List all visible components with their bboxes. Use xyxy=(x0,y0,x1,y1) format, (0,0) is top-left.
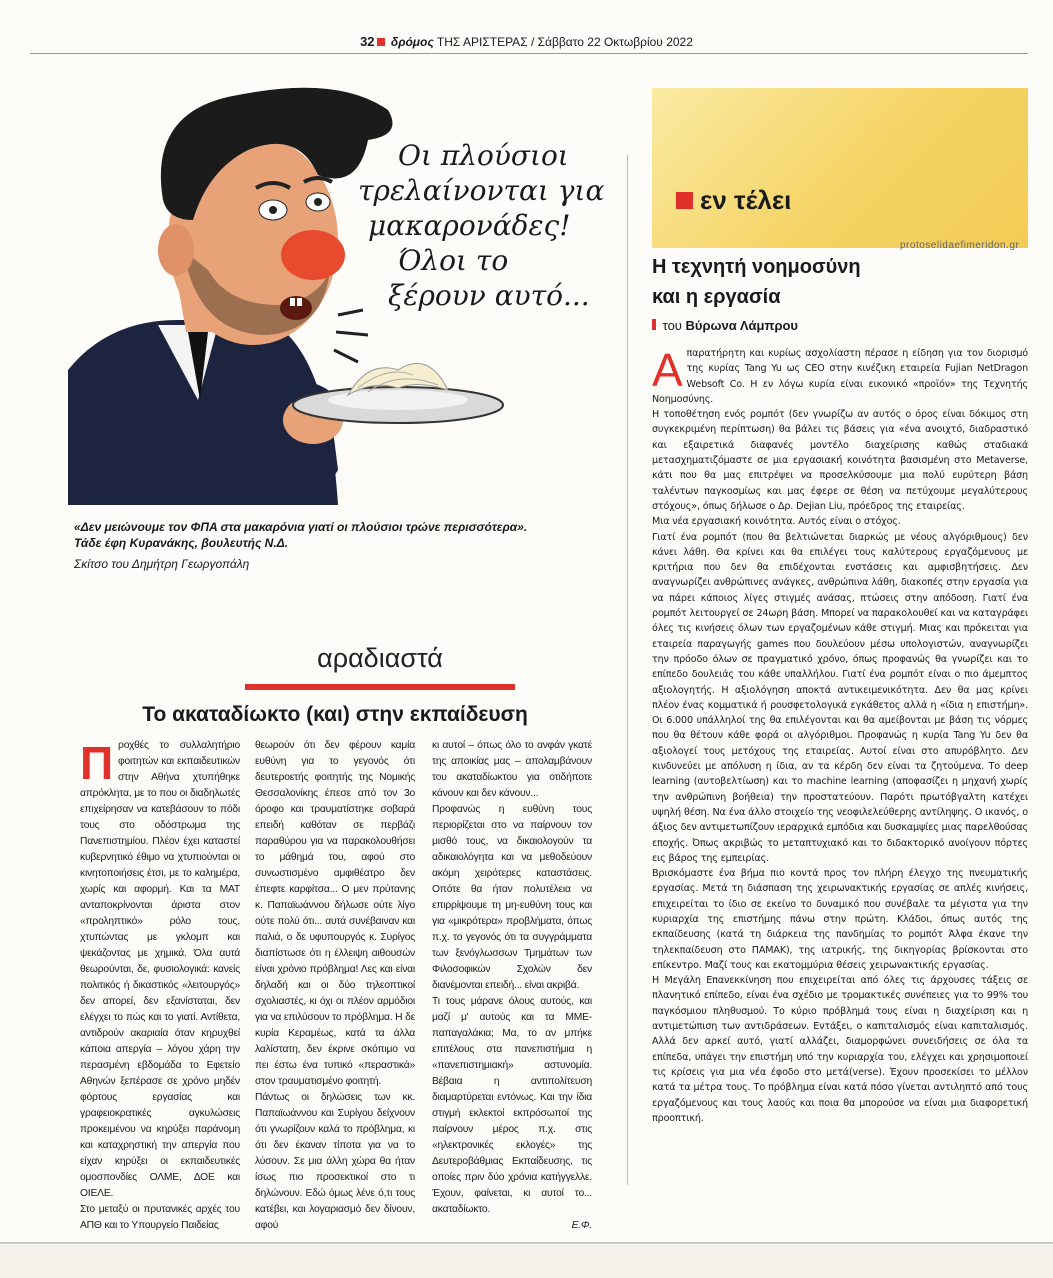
title-line-1: Η τεχνητή νοημοσύνη xyxy=(652,256,861,278)
title-line-2: και η εργασία xyxy=(652,286,781,308)
page-number: 32 xyxy=(360,34,375,49)
aradiasta-column-3 xyxy=(432,738,592,1234)
cartoon-caption xyxy=(74,519,614,572)
caption-attribution: Τάδε έφη Κυρανάκης, βουλευτής Ν.Δ. xyxy=(74,536,289,550)
cartoon-illustration xyxy=(68,70,608,505)
speech-line-2: τρελαίνονται για xyxy=(358,174,605,207)
watermark: protoselidaefimeridon.gr xyxy=(900,240,1020,251)
paragraph: ροχθές το συλλαλητήριο φοιτητών και εκπαιδευτικών στην Αθήνα χτυπήθηκε απρόκλητα, με το που οι διαδηλωτές επιχείρησαν να κατεβάσουν το πόδι τους στο οδόστρωμα της Πανεπιστημίου. Πλέον έχει καταστεί κυβερνητικό έθιμο να χτυπιούνται οι κινητοποιήσεις έτσι, με το καλημέρα, χωρίς και αφορμή. Και τα ΜΑΤ ανταποκρίνονται άριστα στον «προληπτικό» ρόλο τους, χτυπώντας με γκλομπ και ψεκάζοντας με χημικά. Όλα αυτά θεωρούνται, δε, φυσιολογικά: κανείς πολιτικός ή δικαστικός «λειτουργός» δεν απορεί, δεν εξανίσταται, δεν ελέγχει το πώς και το γιατί. Αντίθετα, αντιδρούν ακαριαία όταν κηρυχθεί κάποια απεργία – λόγου χάρη την περασμένη εβδομάδα το Εφετείο Αθηνών ξεπέρασε σε χρόνο μηδέν φόρτους εργασίας και γραφειοκρατικές αγκυλώσεις προκειμένου να κηρύξει παράνομη και καταχρηστική την απεργία που είχαν κηρύξει οι εκπαιδευτικές ομοσπονδίες ΟΛΜΕ, ΔΟΕ και ΟΙΕΛΕ. xyxy=(80,740,240,1199)
aradiasta-title: Το ακαταδίωκτο (και) στην εκπαίδευση xyxy=(142,703,528,726)
paragraph: Στο μεταξύ οι πρυτανικές αρχές του ΑΠΘ και το Υπουργείο Παιδείας xyxy=(80,1204,240,1231)
paragraph: Βρισκόμαστε ένα βήμα πιο κοντά προς τον πλήρη έλεγχο της πνευματικής εργασίας. Μετά τη διάσπαση της χειρωνακτικής εργασίας σε απλές κινήσεις, επιχειρείται το ίδιο σε εκείνο το δυναμικό που συνέβαλε τα μέγιστα για την κυριαρχία της επιστήμης πάνω στην πρώτη. Κλάδοι, όπως αυτός της εκπαίδευσης (κατά τη διάρκεια της πανδημίας το ρομπότ Άλφα έκανε την τηλεκπαίδευση στο ΠΑΜΑΚ), της ιατρικής, της δικηγορίας βρίσκονται στο επίκεντρο. Μαζί τους και εκατομμύρια θέσεις χειρωνακτικής εργασίας. xyxy=(652,868,1028,971)
page-edge xyxy=(0,1245,1053,1278)
red-square-icon xyxy=(377,38,385,46)
speech-line-1: Οι πλούσιοι xyxy=(398,139,569,172)
caption-quote: «Δεν μειώνουμε τον ΦΠΑ στα μακαρόνια γιατί οι πλούσιοι τρώνε περισσότερα». xyxy=(74,520,528,534)
dropcap: Α xyxy=(652,344,683,396)
paragraph: Τι τους μάρανε όλους αυτούς, και μαζί μ' αυτούς και τα ΜΜΕ-παπαγαλάκια; Μα, το αν μπήκε επιτέλους στα πανεπιστήμια η «πανεπιστημιακή» αστυνομία. Βέβαια η αντιπολίτευση διαμαρτύρεται εντόνως. Και την ίδια στιγμή εκλεκτοί εκπρόσωποί της παίρνουν μέρος π.χ. στις «ηλεκτρονικές εκλογές» της Δευτεροβάθμιας Εκπαίδευσης, τις οποίες πριν δύο χρόνια κατήγγελλε. Έχουν, φαίνεται, κι αυτοί το... ακαταδίωκτο. xyxy=(432,996,592,1215)
paragraph: παρατήρητη και κυρίως ασχολίαστη πέρασε η είδηση για τον διορισμό της κυρίας Tang Yu ως CEO στην κινέζικη εταιρεία Fujian NetDragon Websoft Co. Η εν λόγω κυρία είναι εικονικό «προϊόν» της Τεχνητής Νοημοσύνης. xyxy=(652,348,1028,405)
author-name: Βύρωνα Λάμπρου xyxy=(685,318,798,333)
paragraph: Η Μεγάλη Επανεκκίνηση που επιχειρείται από όλες τις άρχουσες τάξεις σε πλανητικό επίπεδο, είναι ένα σχέδιο με τρομακτικές συνέπειες για το 99% του παγκόσμιου πληθυσμού. Το κύριο πρόβλημά τους είναι η διαχείριση και η αντιμετώπιση των αντιδράσεων. Εντάξει, ο καπιταλισμός είναι καπιταλισμός. Αλλά δεν αρκεί αυτό, γιατί αλλάζει, διαμορφώνει συνειδήσεις σε όλα τα επίπεδα, υπάγει την επιστήμη υπό την κυριαρχία του, ελέγχει και χρησιμοποιεί τις κρίσεις για μια νέα έφοδο στο μετά(verse). Έχουν προσεκίσει το μέλλον κατά τα μέτρα τους. Το πρόβλημα είναι κατά πόσο γίνεται αντιληπτό από τους εργαζόμενους και τους λαούς και ποια θα μπορούσε να είναι μια διαφορετική προοπτική. xyxy=(652,975,1028,1124)
paragraph: Η τοποθέτηση ενός ρομπότ (δεν γνωρίζω αν αυτός ο όρος είναι δόκιμος στη συγκεκριμένη περίπτωση) θα βάλει τις βάσεις για «ένα ανοιχτό, διαδραστικό και εξαιρετικά διαφανές μοντέλο διαχείρισης καθώς σταδιακά μετασχηματιζόμαστε σε μια εργασιακή κοινότητα βασισμένη στο Metaverse, κάτι που θα μας επιτρέψει να προσελκύσουμε μια πολύ ευρύτερη βάση ταλέντων παγκοσμίως και μας έφερε σε θέση να πετύχουμε μεγαλύτερους στόχους», όπως δήλωσε ο Δρ. Dejian Liu, πρόεδρος της εταιρείας. xyxy=(652,409,1028,512)
paper-dateline: ΤΗΣ ΑΡΙΣΤΕΡΑΣ / Σάββατο 22 Οκτωβρίου 2022 xyxy=(436,35,693,49)
speech-line-3: μακαρονάδες! xyxy=(368,209,571,242)
aradiasta-column-2 xyxy=(255,738,415,1234)
paper-name: δρόμος xyxy=(390,35,434,49)
paragraph: Πάντως οι δηλώσεις των κκ. Παπαϊωάννου και Συρίγου δείχνουν ότι γνωρίζουν καλά το πρόβλημα, κι ότι δεν έκαναν τίποτα για να το λύσουν. Σε μια άλλη χώρα θα ήταν ίσως πιο προσεκτικοί στο τι δηλώνουν. Εδώ όμως λένε ό,τι τους κατέβει, και λογαριασμό δεν δίνουν, αφού xyxy=(255,1092,415,1231)
red-bar-icon xyxy=(652,319,656,330)
paragraph: Μια νέα εργασιακή κοινότητα. Αυτός είναι ο στόχος. xyxy=(652,516,901,528)
paragraph: κι αυτοί – όπως όλο το ανφάν γκατέ της αποικίας μας – απολαμβάνουν του ακαταδίωκτου για οτιδήποτε κάνουν και δεν κάνουν... xyxy=(432,740,592,799)
dropcap: Π xyxy=(80,737,114,789)
speech-line-5: ξέρουν αυτό... xyxy=(388,279,590,312)
article-body xyxy=(652,346,1028,1126)
byline-prefix: του xyxy=(662,318,682,333)
cartoon-credit: Σκίτσο του Δημήτρη Γεωργοπάλη xyxy=(74,557,250,571)
en-telei-text: εν τέλει xyxy=(700,185,792,215)
red-square-icon xyxy=(676,192,693,209)
section-label-aradiasta: αραδιαστά xyxy=(317,643,443,673)
en-telei-banner xyxy=(652,88,1028,248)
article-title xyxy=(652,252,952,312)
section-label-en-telei xyxy=(676,185,791,216)
signature: Ε.Φ. xyxy=(571,1220,592,1231)
column-divider xyxy=(627,155,628,1185)
paragraph: Προφανώς η ευθύνη τους περιορίζεται στο να παίρνουν τον μισθό τους, να δικαιολογούν τα αδικαιολόγητα και να μεθοδεύουν ακόμη χειρότερες καταστάσεις. Οπότε θα ήταν πολυτέλεια να επιρρίψουμε τη μη-ευθύνη τους και για «μικρότερα» προβλήματα, όπως π.χ. το γεγονός ότι τα συγγράμματα των ξενόγλωσσων Τμημάτων των Φιλοσοφικών Σχολών δεν διανέμονται επειδή... είναι ακριβά. xyxy=(432,804,592,991)
paragraph: θεωρούν ότι δεν φέρουν καμία ευθύνη για το γεγονός ότι δευτεροετής φοιτητής της Νομικής Θεσσαλονίκης έπεσε από τον 3ο όροφο και τραυματίστηκε σοβαρά επειδή καθόταν σε περβάζι παραθύρου για να παρακολουθήσει το μάθημά του, αφού στο συνωστισμένο αμφιθέατρο δεν έπεφτε καρφίτσα... Ο μεν πρύτανης κ. Παπαϊωάννου δήλωσε ούτε λίγο ούτε πολύ ότι... αυτά συνέβαιναν και παλιά, ο δε υφυπουργός κ. Συρίγος διαπίστωσε ότι η έλλειψη αιθουσών είναι χρόνιο πρόβλημα! Λες και είναι δηλαδή και οι δύο τηλεοπτικοί σχολιαστές, κι όχι οι πλέον αρμόδιοι για να επιλύσουν το πρόβλημα. Η δε κυρία Κεραμέως, κατά τα άλλα λαλίστατη, δεν έκρινε σκόπιμο να πει έστω ένα τυπικό «περαστικά» στον τραυματισμένο φοιτητή. xyxy=(255,740,415,1087)
speech-line-4: Όλοι το xyxy=(398,244,509,277)
bottom-rule xyxy=(0,1242,1053,1244)
byline xyxy=(652,318,798,333)
aradiasta-column-1 xyxy=(80,738,240,1234)
section-red-bar xyxy=(245,684,515,690)
header-rule xyxy=(30,53,1028,54)
page-header xyxy=(0,34,1053,49)
paragraph: Γιατί ένα ρομπότ (που θα βελτιώνεται διαρκώς με νέους αλγόριθμους) δεν κάνει λάθη. Θα κρίνει και θα επιλέγει τους καλύτερους εργαζόμενους με κριτήρια που δεν θα επιδέχονται ενστάσεις και αμφισβητήσεις. Δεν αναγνωρίζει ανθρώπινες ανάγκες, ανθρώπινα λάθη, διακοπές στην εργασία για να πάρει κάποιος λίγες στιγμές ανάσας, πτώσεις στην απόδοση. Γιατί ένα ρομπότ λειτουργεί σε 24ωρη βάση. Μπορεί να παρακολουθεί και να καταγράφει όλες τις κινήσεις όλων των εργαζομένων κάθε στιγμή. Μιας και πρόκειται για εταιρεία παραγωγής games που δουλεύουν μέσω υπολογιστών, αναγνωρίζει την πρόοδο όλων σε πραγματικό χρόνο, όπως προφανώς θα γνωρίζει και το επίπεδο δουλειάς του κάθε υπαλλήλου. Γιατί ένα ρομπότ είναι ο πιο άμεμπτος αξιολογητής. Η αξιολόγηση αποκτά αντικειμενικότητα. Δεν θα μας κρίνει πλέον ένας κομματικά ή ρουσφετολογικά εγκάθετος αλλά η «ίδια η επιστήμη». Οι 6.000 υπάλληλοί της θα επιλέγονται και θα αμείβονται με βάση τις νόρμες που θα θέτουν κάθε φορά οι αλγόριθμοι. Προφανώς η κυρία Tang Yu δεν θα αξιολογεί τους μετόχους της εταιρείας. Αυτοί είναι στο απυρόβλητο. Δεν κινδυνεύει με απόλυση η ίδια, αν τα κέρδη δεν είναι τα ζητούμενα. Το deep learning (αυτοβελτίωση) και το machine learning (αποφασίζει η μηχανή χωρίς την ανθρώπινη βοήθεια) την προστατεύουν. Παρότι πρωτόβγαλτη κατέχει υψηλή θέση. Να ένα άλλο στοιχείο της νεοφιλελεύθερης αντίληψης. Ο ικανός, ο άξιος δεν αντιμετωπίζουν ιεραρχικά εμπόδια και δυσκαμψίες μιας παρελθούσας εποχής. Όπως ακριβώς το μεταπτυχιακό και το διδακτορικό ανοίγουν πόρτες εις βάρος της εμπειρίας. xyxy=(652,531,1028,864)
